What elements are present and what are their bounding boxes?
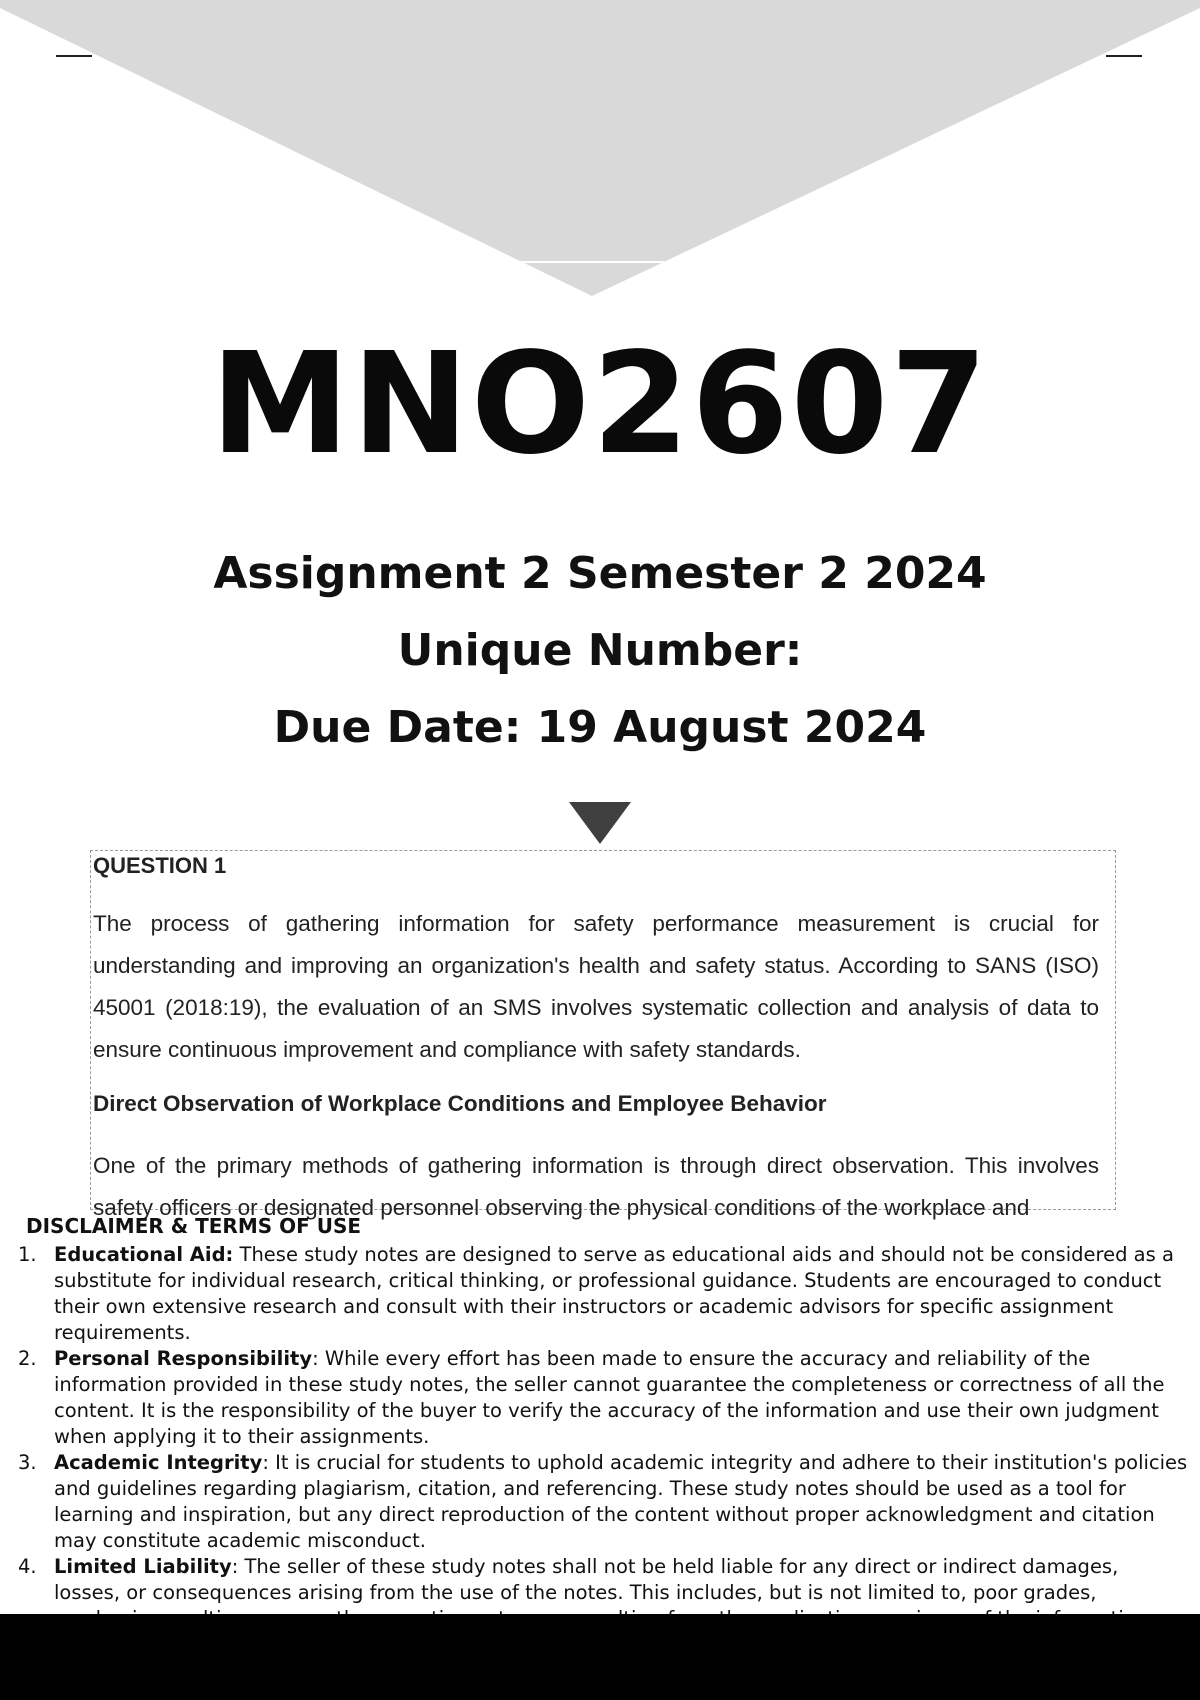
- list-item-term: Educational Aid:: [54, 1243, 234, 1266]
- list-item-text: : The seller of these study notes shall not be held liable for any direct or indirect damages, losses, or consequences arising from the use of the notes. This includes, but is not limited to, poor grades,: [54, 1555, 1119, 1604]
- list-item-term: Limited Liability: [54, 1555, 232, 1578]
- unique-number-label: Unique Number:: [397, 625, 803, 676]
- document-preview-box: [90, 850, 1116, 1220]
- list-item-term: Personal Responsibility: [54, 1347, 313, 1370]
- list-item-text: These study notes are designed to serve as educational aids and should not be considered as a substitute for individual research, critical thinking, or professional guidance. Students are encouraged to conduct their own extensive research and consult with their instructors or academic advisors for specific assignment requirements.: [54, 1243, 1174, 1344]
- corner-mark-left: [56, 55, 92, 57]
- disclaimer-section: [0, 1212, 1200, 1612]
- preview-paragraph: The process of gathering information for safety performance measurement is crucial for understanding and improving an organization's health and safety status. According to SANS (ISO) 45001 (2018:19), the evaluation of an SMS involves systematic collection and analysis of data to ensure continuous improvement and compliance with safety standards.: [93, 911, 1099, 1062]
- list-item-number: 1.: [18, 1243, 37, 1266]
- top-chevron-decoration: [0, 0, 1200, 300]
- disclaimer-title: DISCLAIMER & TERMS OF USE: [26, 1214, 362, 1238]
- assignment-subtitle: Assignment 2 Semester 2 2024: [213, 548, 987, 599]
- question-heading: QUESTION 1: [93, 853, 227, 878]
- list-item: [0, 1242, 1190, 1346]
- bottom-bar: [0, 1614, 1200, 1700]
- list-item-text: : It is crucial for students to uphold academic integrity and adhere to their institution's policies and guidelines regarding plagiarism, citation, and referencing. These study notes should be used as a tool for learning and inspiration, but any direct reproduction of the content without proper acknowledgment and citation may constitute academic misconduct.: [54, 1451, 1188, 1552]
- disclaimer-list: [0, 1242, 1190, 1632]
- corner-mark-right: [1106, 55, 1142, 57]
- course-code-title: MNO2607: [210, 323, 990, 486]
- list-item-number: 3.: [18, 1451, 37, 1474]
- due-date-label: Due Date: 19 August 2024: [273, 702, 927, 753]
- list-item-number: 2.: [18, 1347, 37, 1370]
- down-arrow-icon: [569, 802, 631, 844]
- section-subheading: Direct Observation of Workplace Conditions and Employee Behavior: [93, 1091, 827, 1116]
- list-item: [0, 1450, 1190, 1554]
- list-item-number: 4.: [18, 1555, 37, 1578]
- list-item-term: Academic Integrity: [54, 1451, 263, 1474]
- list-item: [0, 1346, 1190, 1450]
- list-item-text: : While every effort has been made to ensure the accuracy and reliability of the information provided in these study notes, the seller cannot guarantee the completeness or correctness of all the content. It is the responsibility of the buyer to verify the accuracy of the information and use their own judgment when applying it to their assignments.: [54, 1347, 1165, 1448]
- preview-paragraph: One of the primary methods of gathering information is through direct observation. This involves safety officers or designated personnel observing the physical conditions of the workplace and: [93, 1153, 1099, 1220]
